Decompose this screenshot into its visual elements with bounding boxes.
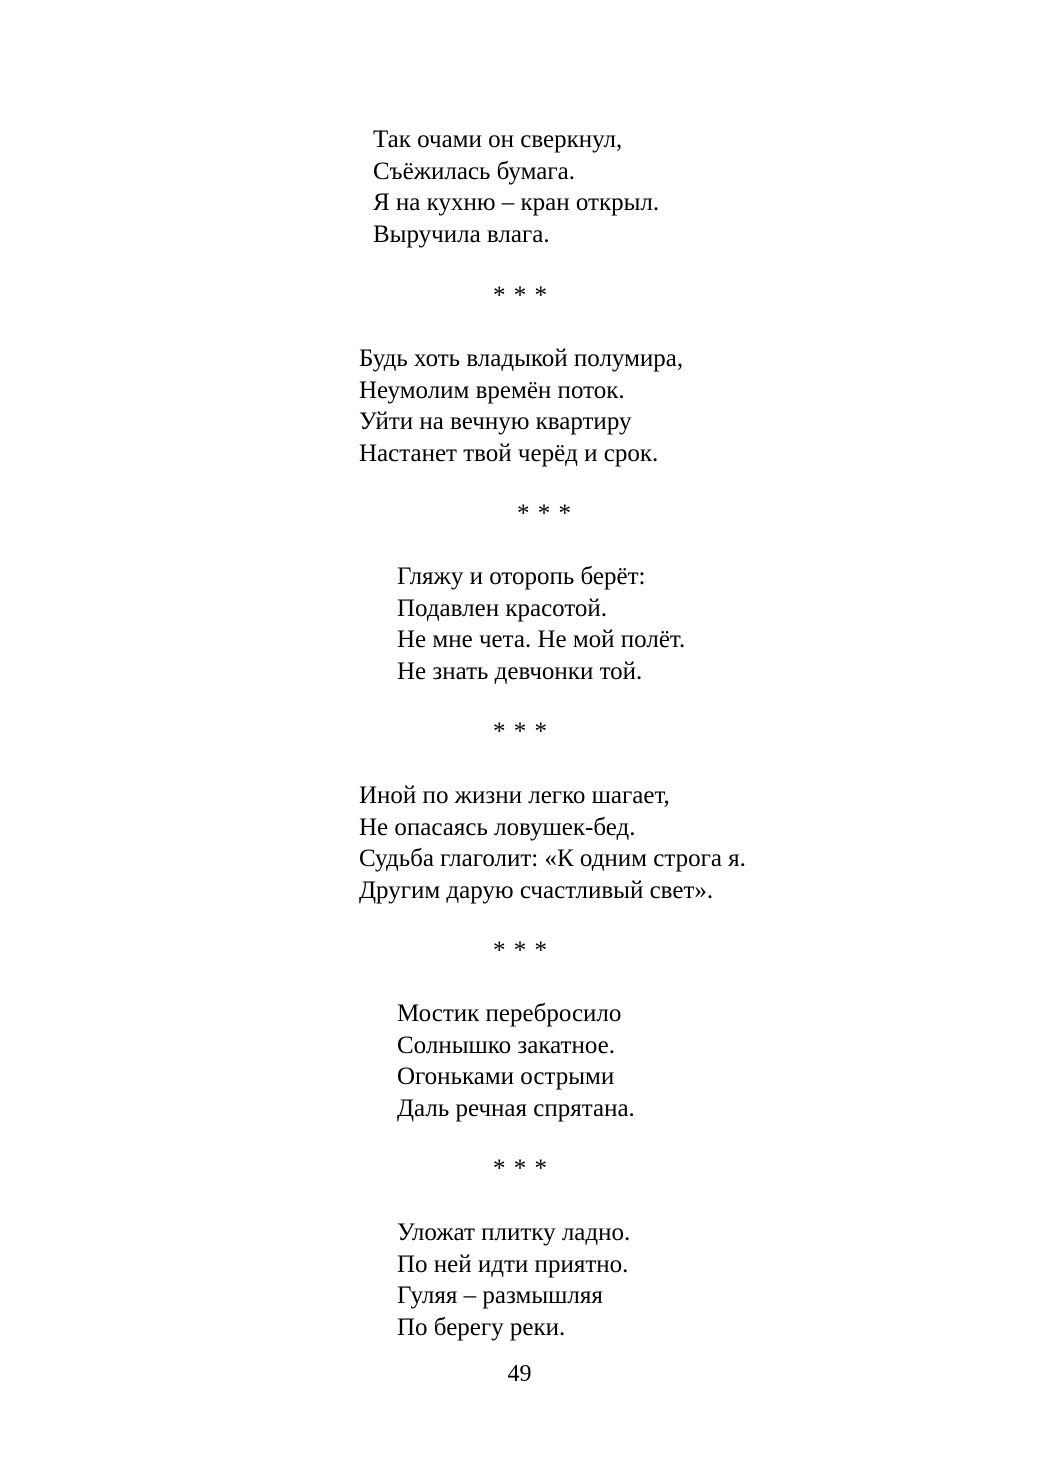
stanza-line: Подавлен красотой. (397, 594, 608, 622)
stanza-line: Я на кухню – кран открыл. (373, 189, 660, 216)
stanza-line: Уйти на вечную квартиру (359, 408, 632, 435)
stanza-line: Съёжилась бумага. (373, 157, 575, 185)
stanza-line: Гляжу и оторопь берёт: (397, 563, 646, 590)
page-number: 49 (507, 1361, 532, 1387)
stanza-line: По ней идти приятно. (397, 1250, 629, 1278)
stanza-line: Мостик перебросило (397, 1000, 622, 1027)
stanza-line: Даль речная спрятана. (397, 1094, 635, 1122)
stanza-line: Не опасаясь ловушек-бед. (359, 813, 636, 841)
stanza-separator: * * * (493, 282, 548, 309)
stanza-line: Гуляя – размышляя (397, 1282, 603, 1309)
stanza-separator: * * * (493, 937, 548, 964)
stanza-line: По берегу реки. (397, 1313, 566, 1341)
stanza-line: Другим дарую счастливый свет». (359, 876, 714, 904)
stanza-line: Выручила влага. (373, 220, 550, 248)
stanza-1 (373, 124, 659, 250)
stanza-line: Не мне чета. Не мой полёт. (397, 626, 686, 653)
stanza-line: Так очами он сверкнул, (373, 126, 623, 153)
stanza-line: Судьба глаголит: «К одним строга я. (359, 845, 746, 872)
stanza-separator: * * * (493, 1155, 548, 1182)
stanza-5 (397, 998, 635, 1124)
stanza-separator: * * * (517, 500, 572, 527)
stanza-3 (397, 561, 685, 687)
stanza-line: Будь хоть владыкой полумира, (359, 345, 684, 372)
stanza-separator: * * * (493, 718, 548, 745)
stanza-line: Настанет твой черёд и срок. (359, 439, 659, 467)
stanza-line: Неумолим времён поток. (359, 376, 625, 404)
stanza-line: Уложат плитку ладно. (397, 1219, 631, 1246)
stanza-line: Не знать девчонки той. (397, 657, 643, 685)
stanza-line: Солнышко закатное. (397, 1031, 616, 1059)
stanza-4 (359, 780, 746, 906)
stanza-line: Иной по жизни легко шагает, (359, 782, 670, 809)
stanza-2 (359, 343, 683, 469)
stanza-line: Огоньками острыми (397, 1063, 615, 1090)
stanza-6 (397, 1217, 630, 1343)
